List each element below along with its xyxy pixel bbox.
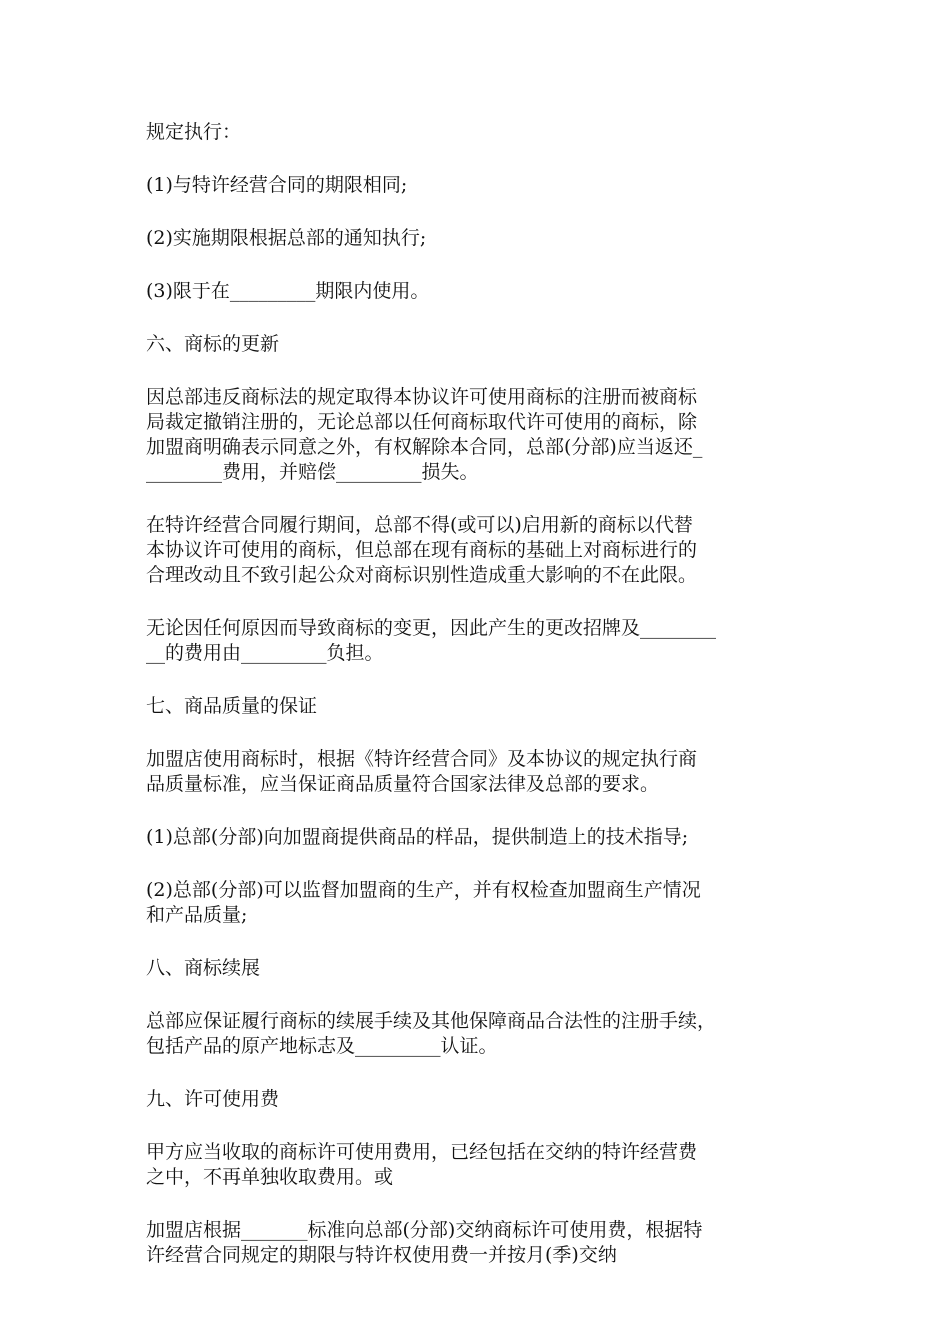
paragraph-line: (1)总部(分部)向加盟商提供商品的样品，提供制造上的技术指导; [146,826,689,848]
paragraph-line: 七、商品质量的保证 [146,695,318,717]
document-paragraph [146,956,810,981]
paragraph-line: (1)与特许经营合同的期限相同; [146,174,408,196]
document-paragraph [146,279,810,304]
document-paragraph [146,1218,810,1268]
document-paragraph [146,1140,810,1190]
paragraph-line: (2)总部(分部)可以监督加盟商的生产，并有权检查加盟商生产情况 [146,879,701,901]
document-paragraph [146,513,810,588]
document-paragraph [146,1009,810,1059]
paragraph-line: 无论因任何原因而导致商标的变更，因此产生的更改招牌及________ [146,617,717,639]
document-paragraph [146,120,810,145]
document-paragraph [146,1087,810,1112]
paragraph-line: 品质量标准，应当保证商品质量符合国家法律及总部的要求。 [146,773,660,795]
document-paragraph [146,825,810,850]
paragraph-line: 八、商标续展 [146,957,261,979]
paragraph-line: 之中，不再单独收取费用。或 [146,1166,394,1188]
paragraph-line: __的费用由_________负担。 [146,642,384,664]
document-paragraph [146,226,810,251]
paragraph-line: 加盟商明确表示同意之外，有权解除本合同，总部(分部)应当返还_ [146,436,703,458]
paragraph-line: (2)实施期限根据总部的通知执行; [146,227,427,249]
paragraph-line: 许经营合同规定的期限与特许权使用费一并按月(季)交纳 [146,1244,617,1266]
paragraph-line: 加盟店使用商标时，根据《特许经营合同》及本协议的规定执行商 [146,748,698,770]
paragraph-line: 因总部违反商标法的规定取得本协议许可使用商标的注册而被商标 [146,386,698,408]
paragraph-line: 局裁定撤销注册的，无论总部以任何商标取代许可使用的商标，除 [146,411,698,433]
paragraph-line: ________费用，并赔偿_________损失。 [146,461,479,483]
paragraph-line: 六、商标的更新 [146,333,280,355]
paragraph-line: (3)限于在_________期限内使用。 [146,280,430,302]
paragraph-line: 在特许经营合同履行期间，总部不得(或可以)启用新的商标以代替 [146,514,693,536]
document-paragraph [146,385,810,485]
paragraph-line: 总部应保证履行商标的续展手续及其他保障商品合法性的注册手续， [146,1010,717,1032]
document-body [146,120,810,1296]
paragraph-line: 和产品质量; [146,904,248,926]
document-paragraph [146,694,810,719]
document-paragraph [146,173,810,198]
paragraph-line: 甲方应当收取的商标许可使用费用，已经包括在交纳的特许经营费 [146,1141,698,1163]
paragraph-line: 九、许可使用费 [146,1088,280,1110]
paragraph-line: 加盟店根据_______标准向总部(分部)交纳商标许可使用费，根据特 [146,1219,703,1241]
document-paragraph [146,616,810,666]
paragraph-line: 规定执行： [146,121,242,143]
document-paragraph [146,747,810,797]
paragraph-line: 合理改动且不致引起公众对商标识别性造成重大影响的不在此限。 [146,564,698,586]
paragraph-line: 本协议许可使用的商标，但总部在现有商标的基础上对商标进行的 [146,539,698,561]
document-paragraph [146,878,810,928]
document-paragraph [146,332,810,357]
paragraph-line: 包括产品的原产地标志及_________认证。 [146,1035,498,1057]
